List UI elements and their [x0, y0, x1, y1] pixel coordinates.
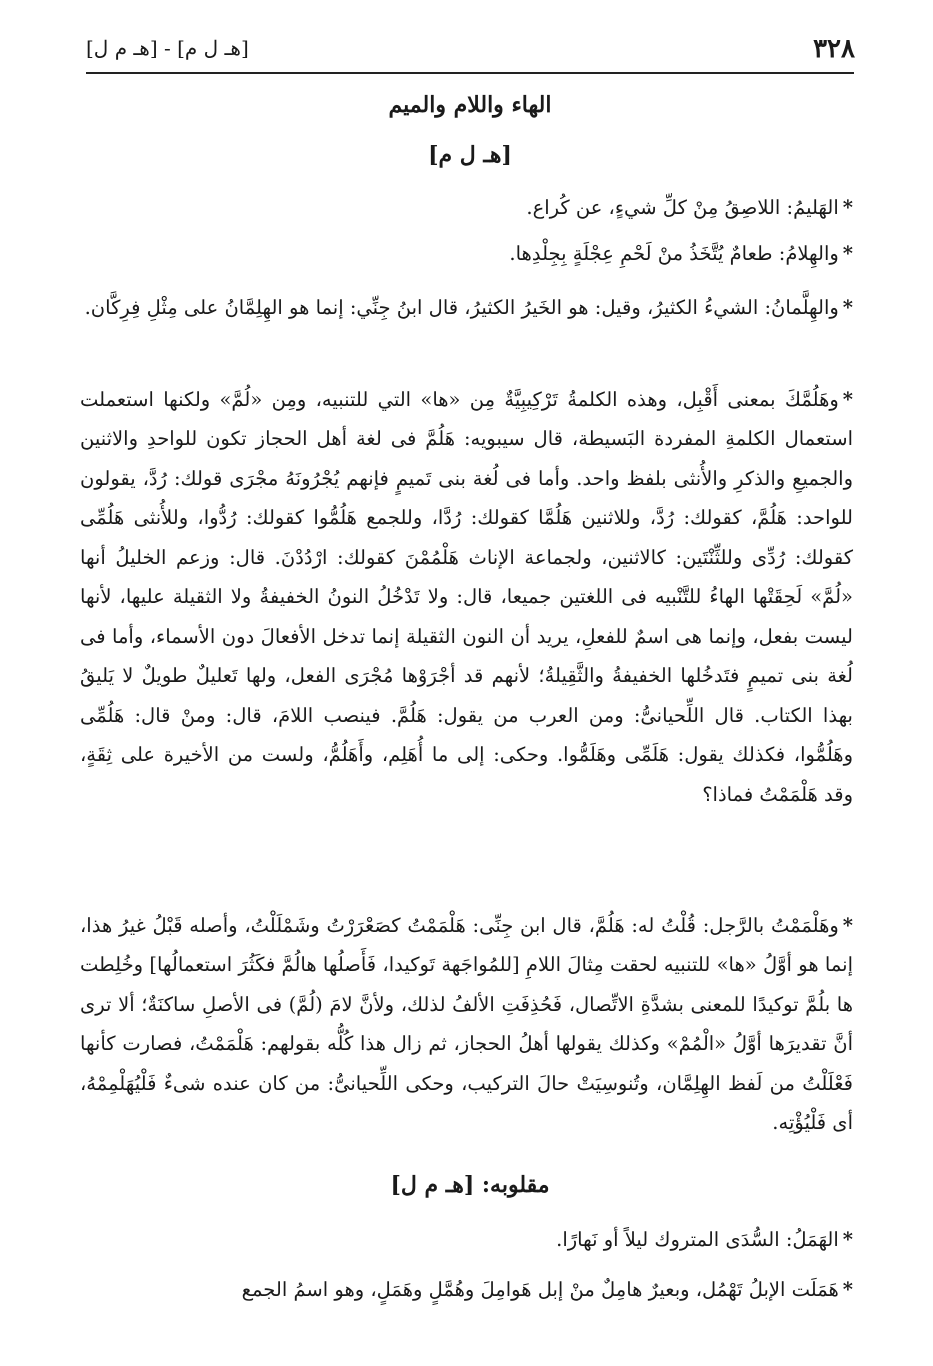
entry-star: * [842, 195, 853, 219]
entry-paragraph [80, 1220, 853, 1260]
entry-text: هَمَلَت الإبلُ تَهْمُل، وبعيرٌ هامِلٌ منْ إبل هَوامِلَ وهُمَّلٍ وهَمَلٍ، وهو اسمُ الجمع [241, 1277, 839, 1301]
entry-paragraph [80, 1270, 853, 1310]
entry-text: وهَلْمَمْتُ بالرَّجل: قُلْتُ له: هَلُمَّ، قال ابن جِنِّى: هَلْمَمْتُ كصَعْرَرْتُ وشَمْلَلْتُ، وأصله قَبْلُ غيرُ هذا، إنما هو أوَّلُ «ها» للتنبيه لحقت مِثالَ اللامِ [للمُواجَهة تَوكيدا، فَأَصلُها هالُمَّ فكَثُرَ استعمالُها] وخُلِطت ها بلُمَّ توكيدًا للمعنى بشدَّةِ الاتِّصال، فَحُذِفَتِ الألفُ لذلك، ولأنَّ لامَ (لُمَّ) فى الأصلِ ساكنَةٌ؛ ألا ترى أنَّ تقديرَها أوَّلُ «الْمُمْ» وكذلك يقولها أهلُ الحجاز، ثم زال هذا كُلُّه بقولهم: هَلْمَمْتُ، فصارت كأنها فَعْلَلْتُ من لَفظ الهِلِمَّان، وتُنوسِيَتْ حالَ التركيب، وحكى اللِّحيانىُّ: من كان عنده شىءٌ فَلْيُهَلْمِمْهُ، أى فَلْيُؤْتِه. [80, 913, 853, 1134]
entry-star: * [842, 295, 853, 319]
subsection-title: مقلوبه: [هـ م ل] [390, 1172, 550, 1198]
entry-text: والهِلامُ: طعامٌ يُتَّخَذُ منْ لَحْمِ عِجْلَةٍ بِجِلْدِها. [509, 241, 839, 265]
entry-star: * [842, 1277, 853, 1301]
root-title: [هـ ل م] [428, 142, 512, 168]
entry-text: الهَمَلُ: السُّدَى المتروك ليلاً أو نَهارًا. [556, 1227, 839, 1251]
entry-star: * [842, 387, 853, 411]
entry-text: والهِلَّمانُ: الشيءُ الكثيرُ، وقيل: هو الخَيرُ الكثيرُ، قال ابنُ جِنِّي: إنما هو الهِلِمَّانُ على مِثْلِ فِرِكَّان. [84, 295, 839, 319]
entry-paragraph [80, 906, 853, 1143]
entry-paragraph [80, 234, 853, 274]
page-number: ٣٢٨ [813, 34, 855, 64]
header-rule [86, 72, 854, 74]
entry-text: الهَليمُ: اللاصِقُ مِنْ كلِّ شيءٍ، عن كُراع. [526, 195, 839, 219]
entry-paragraph [80, 380, 853, 815]
running-title: [هـ ل م] - [هـ م ل] [86, 36, 249, 60]
entry-paragraph [80, 188, 853, 228]
entry-paragraph [80, 288, 853, 328]
entry-text: وهَلُمَّكَ بمعنى أَقْبِل، وهذه الكلمةُ تَرْكِيبِيَّةٌ مِن «ها» التي للتنبيه، ومِن «لُمَّ» ولكنها استعملت استعمال الكلمةِ المفردة البَسيطة، قال سيبويه: هَلُمَّ فى لغة أهل الحجاز تكون للواحدِ والاثنين والجميعِ والذكرِ والأُنثى بلفظ واحد. وأما فى لُغة بنى تَميمٍ فإنهم يُجْرُونَهُ مجْرَى قولك: رُدَّ، يقولون للواحد: هَلُمَّ، كقولك: رُدَّ، وللاثنين هَلُمَّا كقولك: رُدَّا، وللجمع هَلُمُّوا كقولك: رُدُّوا، وللأُنثى هَلُمِّى كقولك: رُدِّى وللثِّنْتَين: كالاثنين، ولجماعة الإناث هَلْمُمْنَ كقولك: ارْدُدْنَ. قال: وزعم الخليلُ أنها «لُمَّ» لَحِقَتْها الهاءُ للتَّنْبيه فى اللغتين جميعا، قال: ولا تَدْخُلُ النونُ الخفيفةُ ولا الثقيلة عليها، لأنها ليست بفعل، وإنما هى اسمٌ للفعلِ، يريد أن النون الثقيلة إنما تدخل الأفعالَ دون الأسماء، وأما فى لُغة بنى تميمٍ فتَدخُلها الخفيفةُ والثَّقِيلةُ؛ لأنهم قد أجْرَوْها مُجْرَى الفعل، ولها تَعليلٌ طويلٌ لا يَليقُ بهذا الكتاب. قال اللِّحيانىُّ: ومن العرب من يقول: هَلُمَّ. فينصب اللامَ، قال: ومنْ قال: هَلُمِّى وهَلُمُّوا، فكذلك يقول: هَلَمِّى وهَلَمُّوا. وحكى: إلى ما أُهَلِم، وأَهَلُمُّ، ولست من الأخيرة على ثِقَةٍ، وقد هَلْمَمْتُ فماذا؟ [80, 387, 853, 806]
entry-star: * [842, 1227, 853, 1251]
entry-star: * [842, 241, 853, 265]
section-title: الهاء واللام والميم [388, 92, 552, 118]
entry-star: * [842, 913, 853, 937]
